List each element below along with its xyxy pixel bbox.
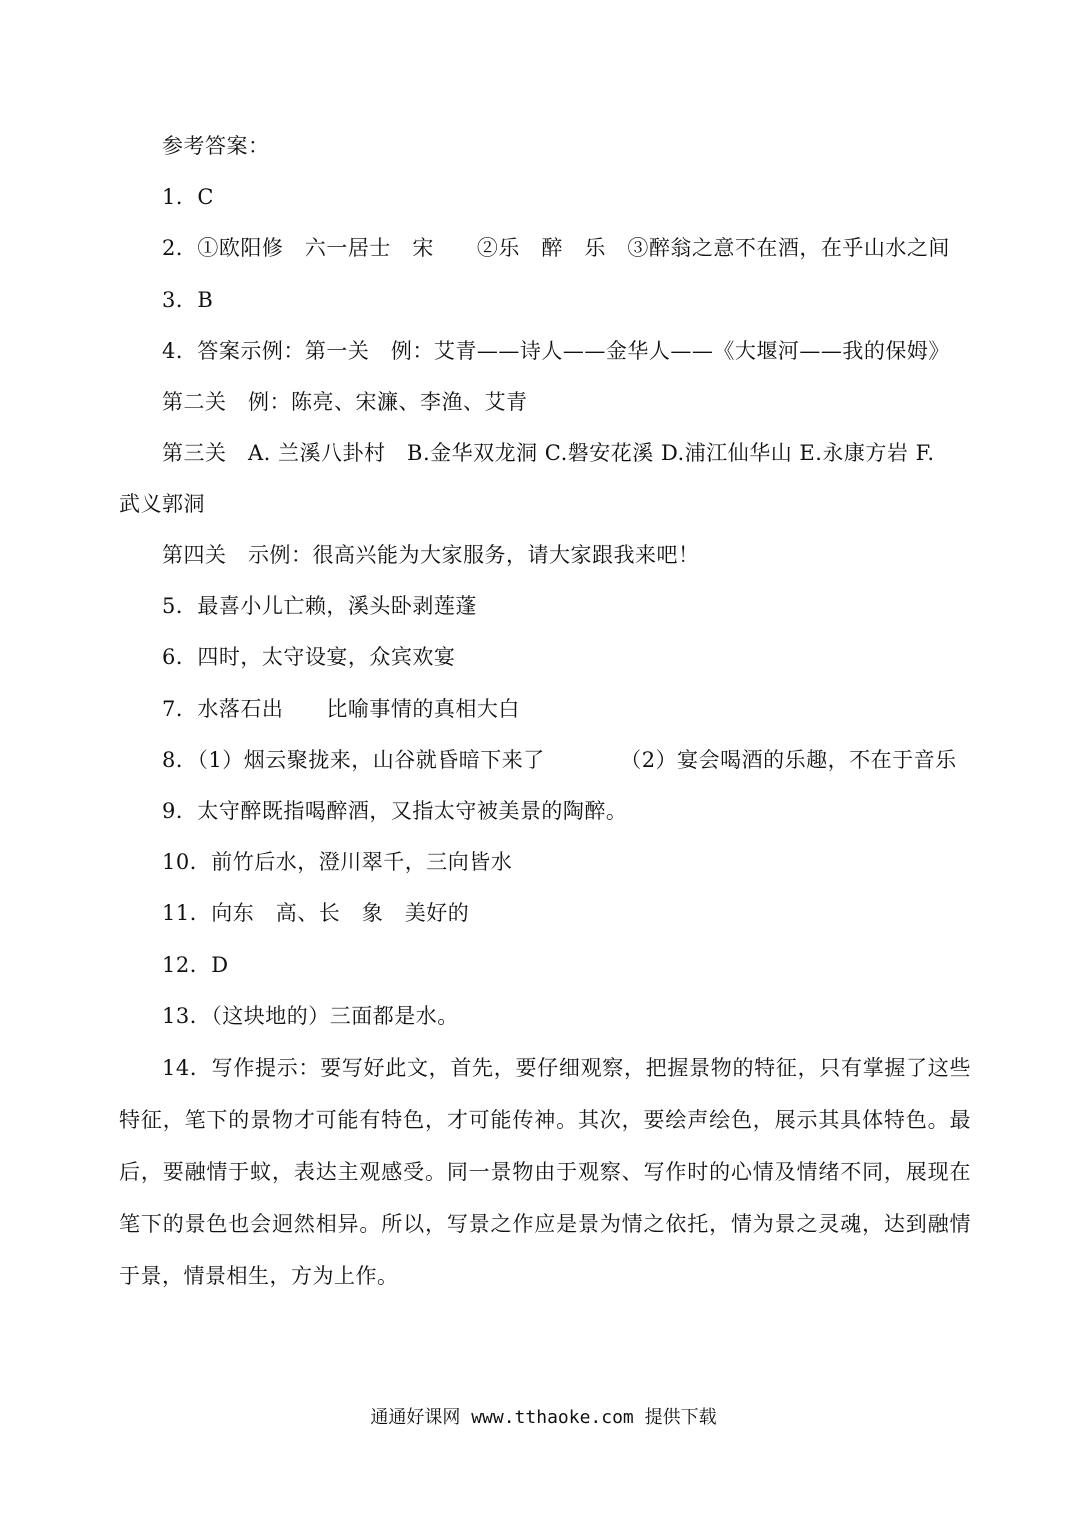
- answer-line: 11．向东 高、长 象 美好的: [162, 901, 470, 925]
- answer-line: 7．水落石出 比喻事情的真相大白: [162, 697, 520, 721]
- answer-line: 1．C: [162, 185, 214, 209]
- answer-line: 第二关 例：陈亮、宋濂、李渔、艾青: [162, 390, 528, 414]
- answer-line: 8．（1）烟云聚拢来，山谷就昏暗下来了 （2）宴会喝酒的乐趣，不在于音乐: [162, 748, 957, 772]
- answer-line: 5．最喜小儿亡赖，溪头卧剥莲蓬: [162, 594, 477, 618]
- answer-line: 第三关 A. 兰溪八卦村 B.金华双龙洞 C.磐安花溪 D.浦江仙华山 E.永康方岩 F.: [162, 441, 935, 465]
- answer-line: 2．①欧阳修 六一居士 宋 ②乐 醉 乐 ③醉翁之意不在酒，在乎山水之间: [162, 236, 950, 260]
- answer-line: 12．D: [162, 953, 229, 977]
- writing-tip-paragraph: 14．写作提示：要写好此文，首先，要仔细观察，把握景物的特征，只有掌握了这些特征，笔下的景物才可能有特色，才可能传神。其次，要绘声绘色，展示其具体特色。最后，要融情于蚊，表达主观感受。同一景物由于观察、写作时的心情及情绪不同，展现在笔下的景色也会迥然相异。所以，写景之作应是景为情之依托，情为景之灵魂，达到融情于景，情景相生，方为上作。: [119, 1056, 971, 1288]
- answer-line: 4．答案示例：第一关 例：艾青——诗人——金华人——《大堰河——我的保姆》: [162, 339, 950, 363]
- answers-heading: 参考答案：: [162, 134, 270, 158]
- answer-line: 3．B: [162, 288, 214, 312]
- footer-credit: 通通好课网 www.tthaoke.com 提供下载: [370, 1407, 717, 1428]
- answer-line: 10．前竹后水，澄川翠千，三向皆水: [162, 850, 513, 874]
- answer-line: 第四关 示例：很高兴能为大家服务，请大家跟我来吧！: [162, 543, 700, 567]
- answer-line: 9．太守醉既指喝醉酒，又指太守被美景的陶醉。: [162, 799, 628, 823]
- answer-line: 13．（这块地的）三面都是水。: [162, 1004, 459, 1028]
- answer-line: 武义郭洞: [119, 492, 205, 516]
- answer-line: 6．四时，太守设宴，众宾欢宴: [162, 645, 456, 669]
